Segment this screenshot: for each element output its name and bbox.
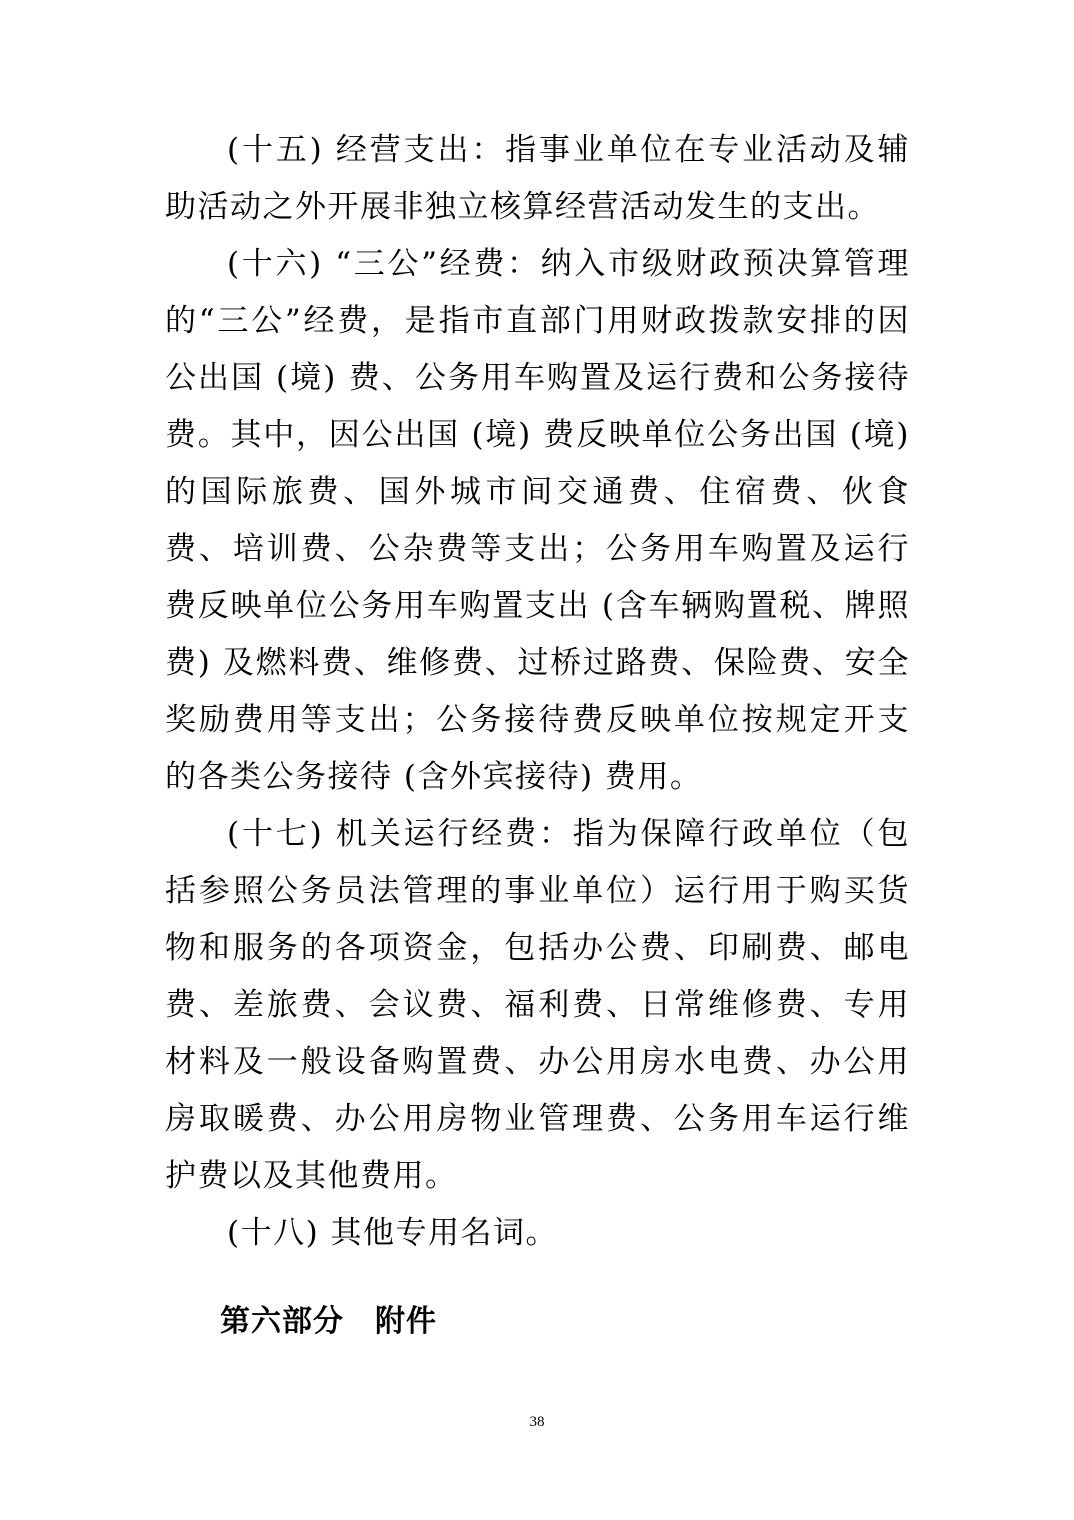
page-number: 38 <box>529 1414 545 1430</box>
paragraph-three-public-expenses: (十六) “三公”经费：纳入市级财政预决算管理的“三公”经费，是指市直部门用财政拨款安排的因公出国 (境) 费、公务用车购置及运行费和公务接待费。其中，因公出国 (境) 费反映单位公务出国 (境) 的国际旅费、国外城市间交通费、住宿费、伙食费、培训费、公杂费等支出；公务用车购置及运行费反映单位公务用车购置支出 (含车辆购置税、牌照费) 及燃料费、维修费、过桥过路费、保险费、安全奖励费用等支出；公务接待费反映单位按规定开支的各类公务接待 (含外宾接待) 费用。 <box>165 246 910 795</box>
paragraph-other-terms: (十八) 其他专用名词。 <box>227 1215 559 1251</box>
paragraph-agency-operating-expenses: (十七) 机关运行经费：指为保障行政单位（包括参照公务员法管理的事业单位）运行用于购买货物和服务的各项资金，包括办公费、印刷费、邮电费、差旅费、会议费、福利费、日常维修费、专用材料及一般设备购置费、办公用房水电费、办公用房取暖费、办公用房物业管理费、公务用车运行维护费以及其他费用。 <box>165 816 910 1194</box>
section-heading: 第六部分 附件 <box>220 1304 437 1339</box>
body-text <box>165 122 910 1262</box>
paragraph-operating-expenditure: (十五) 经营支出：指事业单位在专业活动及辅助活动之外开展非独立核算经营活动发生的支出。 <box>165 132 910 225</box>
